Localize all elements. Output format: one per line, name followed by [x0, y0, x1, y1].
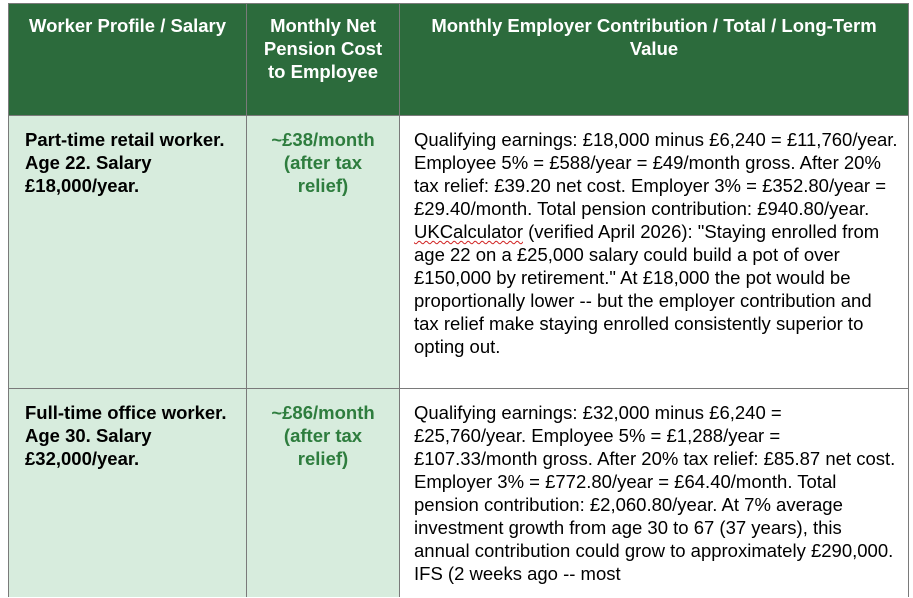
header-monthly-net-cost-label: Monthly Net Pension Cost to Employee — [263, 15, 383, 82]
detail-text: (verified April 2026): "Staying enrolled from age 22 on a £25,000 salary could build a pot of over £150,000 by retirement." At £18,000 the pot would be proportionally lower -- but the employer contribution and tax relief make staying enrolled consistently superior to opting out. — [414, 221, 880, 357]
table-row — [9, 389, 909, 597]
header-employer-contribution-label: Monthly Employer Contribution / Total / Long-Term Value — [431, 15, 877, 59]
header-worker-profile-label: Worker Profile / Salary — [28, 15, 227, 36]
header-monthly-net-cost — [247, 4, 400, 116]
detail-text: Qualifying earnings: £18,000 minus £6,240 = £11,760/year. Employee 5% = £588/year = £49/month gross. After 20% tax relief: £39.20 net cost. Employer 3% = £352.80/year = £29.40/month. Total pension contribution: £940.80/year. — [414, 129, 898, 219]
worker-profile-cell: Part-time retail worker. Age 22. Salary £18,000/year. — [9, 116, 247, 389]
contribution-detail-cell: Qualifying earnings: £32,000 minus £6,240 = £25,760/year. Employee 5% = £1,288/year = £107.33/month gross. After 20% tax relief: £85.87 net cost. Employer 3% = £772.80/year = £64.40/month. Total pension contribution: £2,060.80/year. At 7% average investment growth from age 30 to 67 (37 years), this annual contribution could grow to approximately £290,000. IFS (2 weeks ago -- most — [400, 389, 909, 597]
contribution-detail-cell — [400, 116, 909, 389]
net-cost-cell: ~£86/month (after tax relief) — [247, 389, 400, 597]
worker-profile-cell: Full-time office worker. Age 30. Salary £32,000/year. — [9, 389, 247, 597]
table-row — [9, 116, 909, 389]
header-row — [9, 4, 909, 116]
net-cost-cell: ~£38/month (after tax relief) — [247, 116, 400, 389]
header-employer-contribution — [400, 4, 909, 116]
pension-comparison-table — [8, 3, 909, 597]
spellcheck-flagged-word: UKCalculator — [414, 221, 523, 242]
header-worker-profile — [9, 4, 247, 116]
